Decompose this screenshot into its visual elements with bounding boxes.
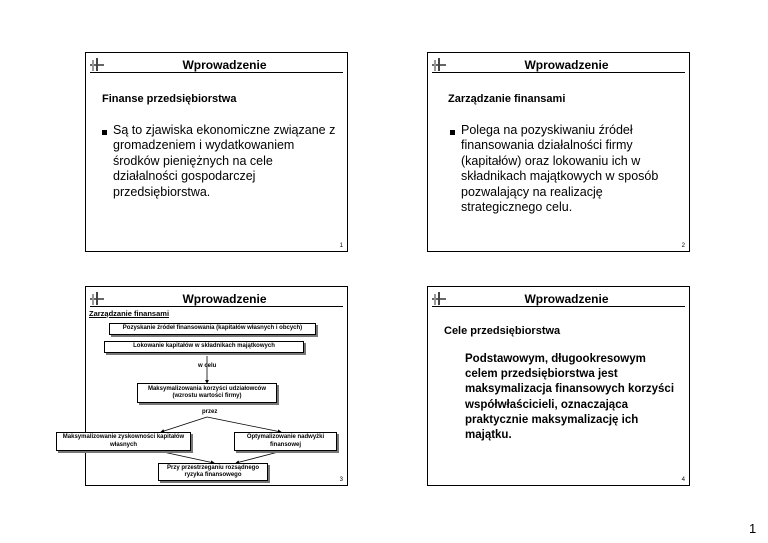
arrow-to-nadwyzki [207, 417, 281, 432]
box-pozyskanie: Pozyskanie źródeł finansowania (kapitałów własnych i obcych) [109, 323, 316, 335]
slide-number: 2 [681, 243, 685, 249]
slide-subtitle: Finanse przedsiębiorstwa [102, 93, 237, 105]
slide-number: 4 [681, 477, 685, 483]
title-underline [432, 306, 685, 307]
slide-number: 1 [339, 243, 343, 249]
bullet-text: Polega na pozyskiwaniu źródeł finansowania działalności firmy (kapitałów) oraz lokowaniu ich w składnikach majątkowych w sposób pozwalający na realizację strategicznego celu. [461, 123, 659, 215]
arrow-nadwyzki-to-ryzyko [236, 450, 286, 463]
slide-1 [85, 52, 348, 252]
bullet-item [102, 123, 337, 200]
label-przez: przez [202, 409, 218, 415]
slide-subtitle: Cele przedsiębiorstwa [444, 325, 561, 337]
slide-number: 3 [339, 477, 343, 483]
diagram-heading: Zarządzanie finansami [89, 309, 170, 318]
title-underline [90, 72, 343, 73]
bullet-square-icon [102, 130, 107, 135]
label-w-celu: w celu [198, 363, 217, 369]
box-ryzyko: Przy przestrzeganiu rozsądnego ryzyka finansowego [158, 463, 268, 481]
slide-title: Wprowadzenie [182, 292, 267, 306]
bullet-item [450, 123, 679, 215]
arrow-zyskownosc-to-ryzyko [154, 450, 214, 463]
slide-3 [62, 286, 348, 486]
slide-title: Wprowadzenie [524, 58, 609, 72]
box-maksymalizowanie: Maksymalizowania korzyści udziałowców (wzrostu wartości firmy) [137, 383, 277, 403]
box-lokowanie: Lokowanie kapitałów w składnikach majątkowych [104, 341, 304, 353]
slide-body-text: Podstawowym, długookresowym celem przedsiębiorstwa jest maksymalizacja finansowych korzyści współwłaścicieli, oznaczająca praktycznie maksymalizację ich majątku. [465, 353, 675, 442]
slide-title: Wprowadzenie [524, 292, 609, 306]
slide-header-icon [89, 56, 105, 72]
slide-subtitle: Zarządzanie finansami [448, 93, 566, 105]
arrow-to-zyskownosc [161, 417, 207, 432]
bullet-square-icon [450, 130, 455, 135]
box-nadwyzki: Optymalizowanie nadwyżki finansowej [234, 432, 337, 451]
slide-title: Wprowadzenie [182, 58, 267, 72]
title-underline [432, 72, 685, 73]
slide-4 [427, 286, 690, 486]
slide-header-icon [431, 290, 447, 306]
slide-header-icon [431, 56, 447, 72]
slide-2 [427, 52, 690, 252]
box-zyskownosc: Maksymalizowanie zyskowności kapitałów własnych [56, 432, 191, 451]
page-number: 1 [749, 521, 757, 536]
bullet-text: Są to zjawiska ekonomiczne związane z gromadzeniem i wydatkowaniem środków pieniężnych na cele działalności gospodarczej przedsiębiorstwa. [113, 123, 336, 199]
